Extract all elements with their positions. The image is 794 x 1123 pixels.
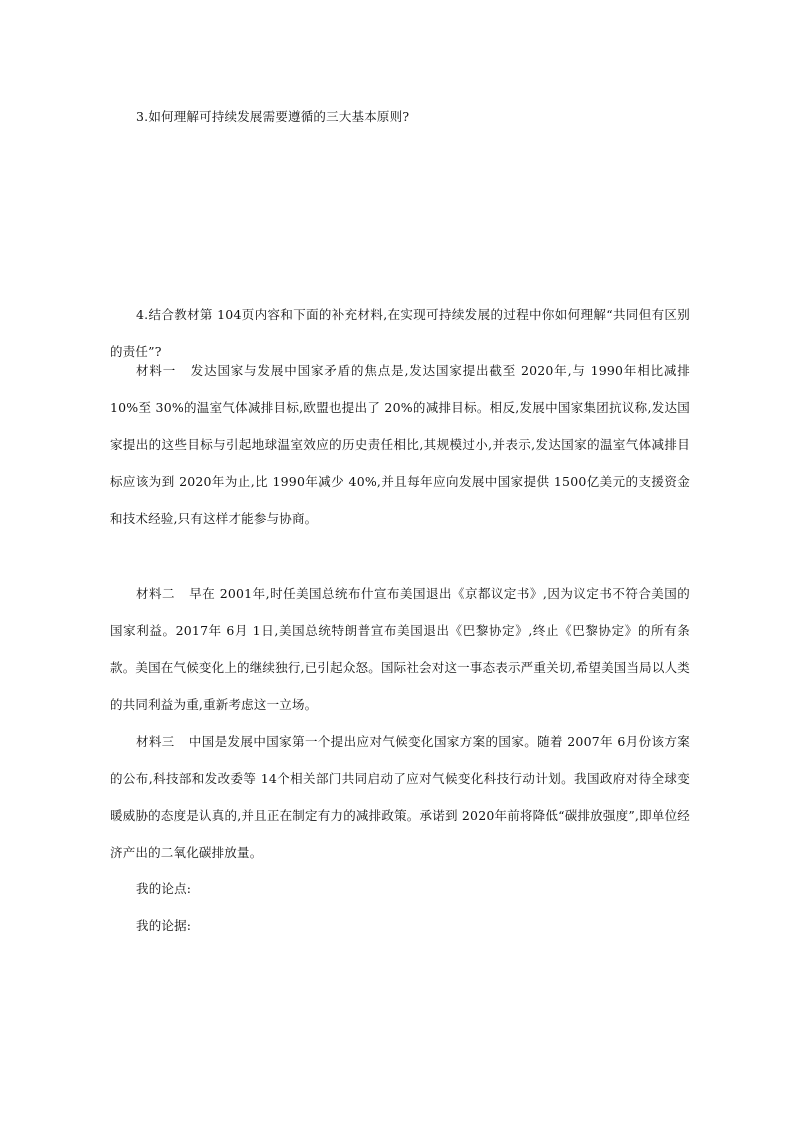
material-3-label: 材料三 — [136, 734, 175, 749]
material-3 — [110, 723, 690, 871]
my-point-label: 我的论点: — [136, 881, 192, 896]
material-1-label: 材料一 — [136, 363, 177, 378]
material-3-text: 中国是发展中国家第一个提出应对气候变化国家方案的国家。随着 2007年 6月份该方案的公布,科技部和发改委等 14个相关部门共同启动了应对气候变化科技行动计划。我国政府对待全球变暖威胁的态度是认真的,并且正在制定有力的减排政策。承诺到 2020年前将降低“碳排放强度”,即单位经济产出的二氧化碳排放量。 — [110, 734, 690, 860]
my-evidence-label: 我的论据: — [136, 918, 192, 933]
material-2-label: 材料二 — [136, 586, 175, 601]
material-2 — [110, 575, 690, 723]
material-1 — [110, 352, 690, 537]
material-1-text: 发达国家与发展中国家矛盾的焦点是,发达国家提出截至 2020年,与 1990年相比减排 10%至 30%的温室气体减排目标,欧盟也提出了 20%的减排目标。相反,发展中国家集团抗议称,发达国家提出的这些目标与引起地球温室效应的历史责任相比,其规模过小,并表示,发达国家的温室气体减排目标应该为到 2020年为止,比 1990年减少 40%,并且每年应向发展中国家提供 1500亿美元的支援资金和技术经验,只有这样才能参与协商。 — [110, 363, 690, 526]
question-4: 4.结合教材第 104页内容和下面的补充材料,在实现可持续发展的过程中你如何理解“共同但有区别的责任”? — [110, 307, 690, 359]
material-2-text: 早在 2001年,时任美国总统布什宣布美国退出《京都议定书》,因为议定书不符合美国的国家利益。2017年 6月 1日,美国总统特朗普宣布美国退出《巴黎协定》,终止《巴黎协定》的所有条款。美国在气候变化上的继续独行,已引起众怒。国际社会对这一事态表示严重关切,希望美国当局以人类的共同利益为重,重新考虑这一立场。 — [110, 586, 690, 712]
question-3: 3.如何理解可持续发展需要遵循的三大基本原则? — [136, 109, 410, 124]
